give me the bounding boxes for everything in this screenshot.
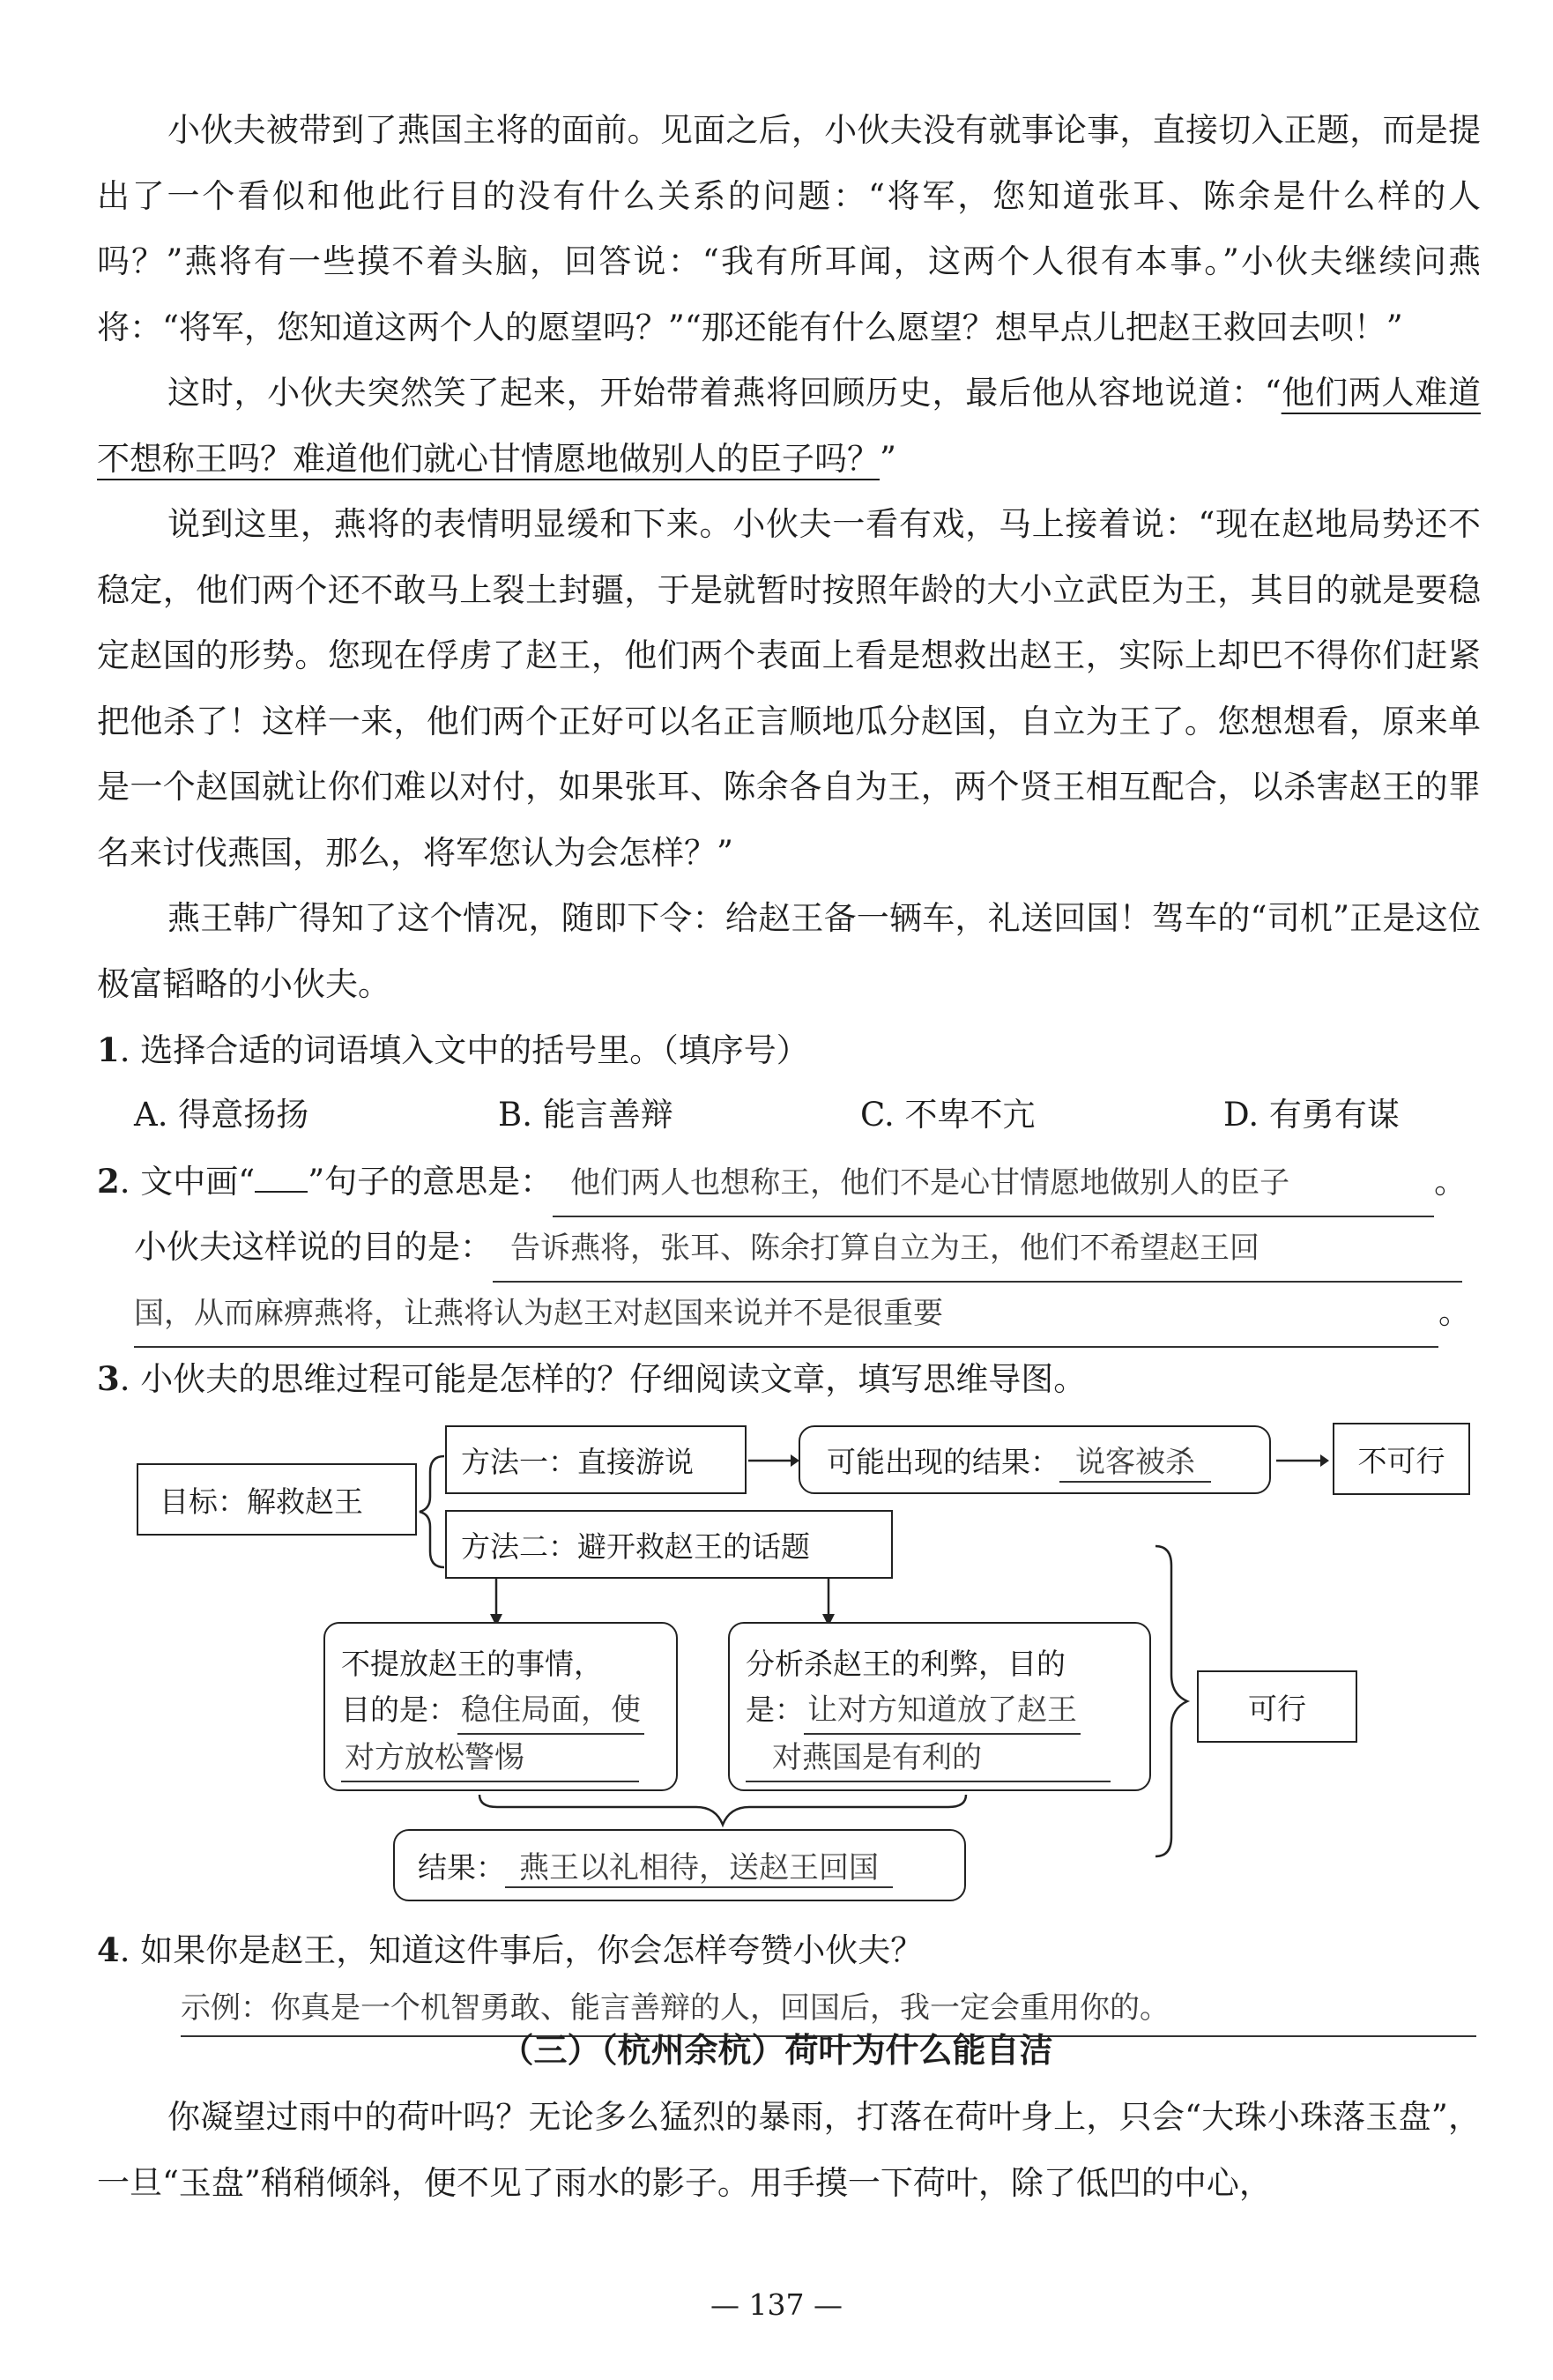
question-1-text: . 选择合适的词语填入文中的括号里。（填序号） bbox=[119, 1031, 809, 1069]
passage-paragraph-3: 说到这里，燕将的表情明显缓和下来。小伙夫一看有戏，马上接着说：“现在赵地局势还不稳定，他们两个还不敢马上裂土封疆，于是就暂时按照年龄的大小立武臣为王，其目的就是要稳定赵国的形势。您现在俘虏了赵王，他们两个表面上看是想救出赵王，实际上却巴不得你们赶紧把他杀了！这样一来，他们两个正好可以名正言顺地瓜分赵国，自立为王了。您想想看，原来单是一个赵国就让你们难以对付，如果张耳、陈余各自为王，两个贤王相互配合，以杀害赵王的罪名来讨伐燕国，那么，将军您认为会怎样？” bbox=[97, 505, 1481, 872]
question-4-text: . 如果你是赵王，知道这件事后，你会怎样夸赞小伙夫？ bbox=[119, 1931, 924, 1969]
arrow-icon bbox=[747, 1447, 799, 1474]
result-2-box bbox=[393, 1829, 966, 1901]
section-title: （三）（杭州余杭）荷叶为什么能自洁 bbox=[500, 2031, 1053, 2070]
question-2-text-b: ”句子的意思是： bbox=[308, 1163, 554, 1201]
strategy-right-answer-2: 对燕国是有利的 bbox=[746, 1735, 1111, 1782]
question-4-number: 4 bbox=[97, 1930, 120, 1969]
question-2-purpose-cont bbox=[134, 1280, 1471, 1348]
strategy-right-answer-1: 让对方知道放了赵王 bbox=[804, 1687, 1081, 1735]
option-b: B. 能言善辩 bbox=[498, 1096, 673, 1134]
strategy-left-label: 目的是： bbox=[341, 1692, 457, 1727]
strategy-left-answer-1: 稳住局面，使 bbox=[457, 1687, 644, 1735]
result-2-answer: 燕王以礼相待，送赵王回国 bbox=[505, 1843, 893, 1888]
question-2-end-2: 。 bbox=[1438, 1293, 1471, 1331]
goal-box bbox=[137, 1463, 417, 1536]
option-c: C. 不卑不亢 bbox=[860, 1096, 1036, 1134]
question-3 bbox=[97, 1346, 1086, 1412]
underline-marker bbox=[255, 1164, 308, 1193]
passage-paragraph-1: 小伙夫被带到了燕国主将的面前。见面之后，小伙夫没有就事论事，直接切入正题，而是提出了一个看似和他此行目的没有什么关系的问题：“将军，您知道张耳、陈余是什么样的人吗？”燕将有一些摸不着头脑，回答说：“我有所耳闻，这两个人很有本事。”小伙夫继续问燕将：“将军，您知道这两个人的愿望吗？”“那还能有什么愿望？想早点儿把赵王救回去呗！” bbox=[97, 111, 1481, 346]
option-d: D. 有勇有谋 bbox=[1223, 1096, 1400, 1134]
strategy-left-box bbox=[323, 1622, 678, 1791]
question-4 bbox=[97, 1917, 923, 1983]
section-3-paragraph-1: 你凝望过雨中的荷叶吗？无论多么猛烈的暴雨，打落在荷叶身上，只会“大珠小珠落玉盘”，一旦“玉盘”稍稍倾斜，便不见了雨水的影子。用手摸一下荷叶，除了低凹的中心， bbox=[97, 2098, 1481, 2202]
page-number: — 137 — bbox=[710, 2287, 843, 2322]
question-2-answer-1: 他们两人也想称王，他们不是心甘情愿地做别人的臣子 bbox=[553, 1150, 1434, 1217]
left-brace bbox=[414, 1446, 450, 1578]
arrow-down-icon bbox=[487, 1579, 505, 1627]
question-3-text: . 小伙夫的思维过程可能是怎样的？仔细阅读文章，填写思维导图。 bbox=[119, 1360, 1087, 1398]
question-2-purpose bbox=[134, 1215, 1462, 1283]
method-2-text: 方法二：避开救赵王的话题 bbox=[461, 1528, 810, 1564]
not-feasible-text: 不可行 bbox=[1357, 1443, 1445, 1478]
strategy-right-box bbox=[728, 1622, 1151, 1791]
question-2-end-1: 。 bbox=[1434, 1163, 1468, 1201]
strategy-left-answer-2: 对方放松警惕 bbox=[341, 1735, 639, 1782]
result-label: 可能出现的结果： bbox=[827, 1444, 1059, 1479]
result-2-label: 结果： bbox=[418, 1849, 505, 1885]
arrow-down-icon bbox=[820, 1579, 837, 1627]
arrow-icon bbox=[1271, 1447, 1331, 1474]
feasible-box bbox=[1197, 1670, 1357, 1743]
method-2-box bbox=[445, 1510, 893, 1579]
underlined-sentence: 他们两人难道不想称王吗？难道他们就心甘情愿地做别人的臣子吗？ bbox=[97, 374, 1481, 478]
question-2-answer-2b: 国，从而麻痹燕将，让燕将认为赵王对赵国来说并不是很重要 bbox=[134, 1281, 1438, 1348]
paragraph-2-lead: 这时，小伙夫突然笑了起来，开始带着燕将回顾历史，最后他从容地说道：“ bbox=[167, 374, 1282, 412]
not-feasible-box bbox=[1333, 1423, 1470, 1495]
method-1-box bbox=[445, 1425, 747, 1494]
question-1-number: 1 bbox=[97, 1030, 120, 1069]
feasible-text: 可行 bbox=[1248, 1691, 1306, 1726]
bottom-brace bbox=[476, 1789, 970, 1833]
question-1 bbox=[97, 1017, 809, 1083]
goal-text: 目标：解救赵王 bbox=[160, 1484, 363, 1519]
result-box bbox=[799, 1425, 1271, 1494]
question-3-number: 3 bbox=[97, 1359, 120, 1398]
question-2-number: 2 bbox=[97, 1162, 120, 1201]
right-brace bbox=[1150, 1543, 1194, 1860]
question-2-answer-2a: 告诉燕将，张耳、陈余打算自立为王，他们不希望赵王回 bbox=[493, 1216, 1462, 1283]
strategy-right-line-1: 分析杀赵王的利弊，目的 bbox=[746, 1647, 1066, 1681]
question-2 bbox=[97, 1149, 1467, 1217]
result-answer: 说客被杀 bbox=[1059, 1438, 1211, 1483]
passage-paragraph-4: 燕王韩广得知了这个情况，随即下令：给赵王备一辆车，礼送回国！驾车的“司机”正是这位极富韬略的小伙夫。 bbox=[97, 899, 1481, 1003]
paragraph-2-tail: ” bbox=[880, 439, 896, 478]
option-a: A. 得意扬扬 bbox=[134, 1096, 309, 1134]
question-4-answer: 示例：你真是一个机智勇敢、能言善辩的人，回国后，我一定会重用你的。 bbox=[181, 1981, 1476, 2037]
question-2-text-a: . 文中画“ bbox=[119, 1163, 256, 1201]
passage-paragraph-2 bbox=[97, 361, 1481, 492]
method-1-text: 方法一：直接游说 bbox=[461, 1444, 694, 1479]
strategy-left-line-1: 不提放赵王的事情， bbox=[341, 1647, 603, 1681]
strategy-right-label: 是： bbox=[746, 1692, 804, 1727]
question-2-text-c: 小伙夫这样说的目的是： bbox=[134, 1228, 493, 1266]
